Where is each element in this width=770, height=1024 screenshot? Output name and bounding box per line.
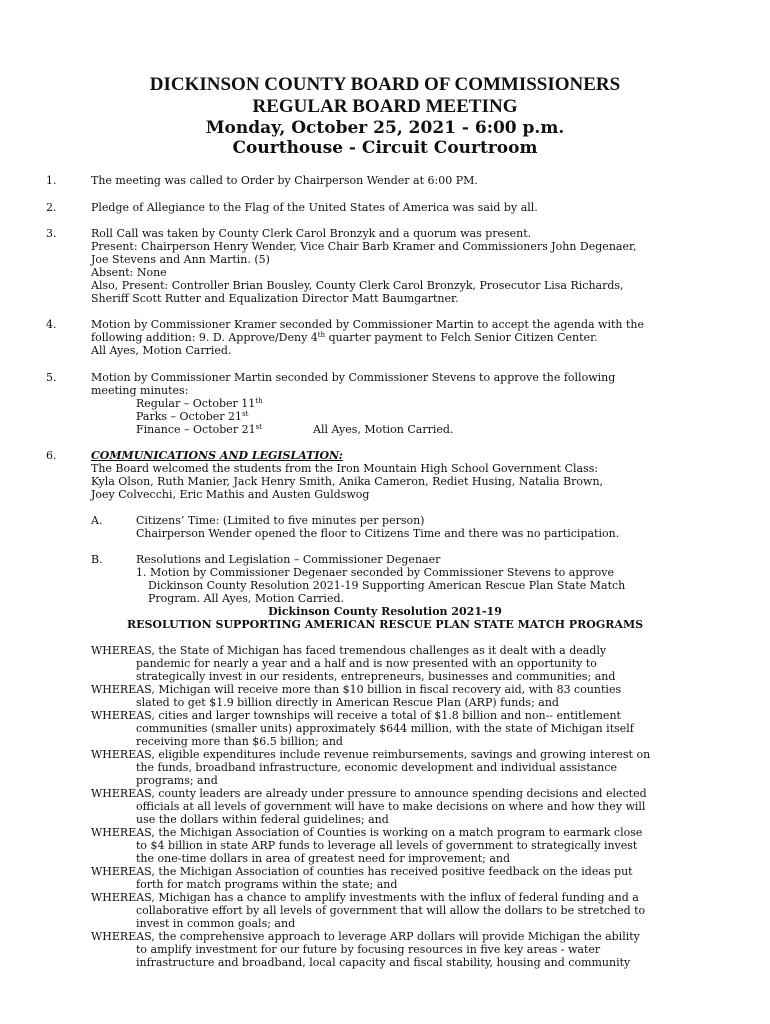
whereas-line: collaborative effort by all levels of government that will allow the dollars to be stretched to	[136, 904, 646, 917]
whereas-line: the one-time dollars in area of greatest need for improvement; and	[136, 852, 511, 865]
item-text: Joey Colvecchi, Eric Mathis and Austen Guldswog	[91, 488, 370, 501]
whereas-line: WHEREAS, cities and larger townships will receive a total of $1.8 billion and non-- entitlement	[91, 709, 621, 722]
subitem-letter: B.	[91, 553, 103, 566]
text-run: following addition: 9. D. Approve/Deny 4	[91, 331, 318, 344]
item-text: Kyla Olson, Ruth Manier, Jack Henry Smith, Anika Cameron, Rediet Husing, Natalia Brown,	[91, 475, 604, 488]
item-text: Pledge of Allegiance to the Flag of the United States of America was said by all.	[91, 201, 538, 214]
item-text: Absent: None	[91, 266, 167, 279]
whereas-line: programs; and	[136, 774, 218, 787]
subitem-text: 1. Motion by Commissioner Degenaer seconded by Commissioner Stevens to approve	[136, 566, 615, 579]
superscript: st	[255, 423, 262, 431]
whereas-line: pandemic for nearly a year and a half and is now presented with an opportunity to	[136, 657, 597, 670]
whereas-line: WHEREAS, the Michigan Association of counties has received positive feedback on the ideas put	[91, 865, 633, 878]
meeting-location: Courthouse - Circuit Courtroom	[232, 138, 538, 158]
item-text: Motion by Commissioner Kramer seconded by Commissioner Martin to accept the agenda with the	[91, 318, 645, 331]
text-run: Parks – October 21	[136, 410, 243, 423]
whereas-line: forth for match programs within the state; and	[136, 878, 398, 891]
subitem-letter: A.	[91, 514, 103, 527]
text-run: Finance – October 21	[136, 423, 256, 436]
item-text: The Board welcomed the students from the Iron Mountain High School Government Class:	[91, 462, 599, 475]
text-run: Regular – October 11	[136, 397, 256, 410]
subitem-text: Chairperson Wender opened the floor to Citizens Time and there was no participation.	[136, 527, 620, 540]
item-text: The meeting was called to Order by Chairperson Wender at 6:00 PM.	[91, 174, 478, 187]
subitem-text: Program. All Ayes, Motion Carried.	[148, 592, 344, 605]
whereas-line: WHEREAS, Michigan has a chance to amplify investments with the influx of federal funding and a	[91, 891, 639, 904]
superscript: th	[255, 397, 263, 405]
whereas-line: WHEREAS, eligible expenditures include revenue reimbursements, savings and growing interest on	[91, 748, 651, 761]
whereas-line: slated to get $1.9 billion directly in American Rescue Plan (ARP) funds; and	[136, 696, 559, 709]
item-text: Joe Stevens and Ann Martin. (5)	[91, 253, 270, 266]
item-text	[91, 331, 598, 344]
subitem-text: Citizens’ Time: (Limited to five minutes per person)	[136, 514, 425, 527]
minutes-entry	[136, 397, 263, 410]
subitem-text: Dickinson County Resolution 2021-19 Supporting American Rescue Plan State Match	[148, 579, 626, 592]
whereas-line: receiving more than $6.5 billion; and	[136, 735, 343, 748]
whereas-line: WHEREAS, the comprehensive approach to leverage ARP dollars will provide Michigan the ability	[91, 930, 640, 943]
minutes-entry	[136, 410, 248, 423]
item-number: 4.	[46, 318, 57, 331]
resolution-subtitle: RESOLUTION SUPPORTING AMERICAN RESCUE PLAN STATE MATCH PROGRAMS	[126, 618, 644, 631]
whereas-line: infrastructure and broadband, local capacity and fiscal stability, housing and community	[136, 956, 631, 969]
item-text: Also, Present: Controller Brian Bousley, County Clerk Carol Bronzyk, Prosecutor Lisa Richards,	[91, 279, 624, 292]
item-text: Present: Chairperson Henry Wender, Vice Chair Barb Kramer and Commissioners John Degenaer,	[91, 240, 637, 253]
subitem-text: Resolutions and Legislation – Commissioner Degenaer	[136, 553, 441, 566]
whereas-line: the funds, broadband infrastructure, economic development and individual assistance	[136, 761, 618, 774]
text-run: quarter payment to Felch Senior Citizen Center.	[325, 331, 598, 344]
item-text: Motion by Commissioner Martin seconded by Commissioner Stevens to approve the following	[91, 371, 616, 384]
minutes-entry	[136, 423, 262, 436]
section-heading: COMMUNICATIONS AND LEGISLATION:	[91, 449, 343, 462]
resolution-title: Dickinson County Resolution 2021-19	[268, 605, 502, 618]
item-number: 1.	[46, 174, 57, 187]
whereas-line: WHEREAS, the Michigan Association of Counties is working on a match program to earmark close	[91, 826, 643, 839]
whereas-line: WHEREAS, the State of Michigan has faced tremendous challenges as it dealt with a deadly	[91, 644, 607, 657]
item-text: meeting minutes:	[91, 384, 189, 397]
whereas-line: WHEREAS, Michigan will receive more than $10 billion in fiscal recovery aid, with 83 counties	[91, 683, 622, 696]
superscript: st	[242, 410, 249, 418]
item-number: 5.	[46, 371, 57, 384]
motion-result: All Ayes, Motion Carried.	[313, 423, 454, 436]
item-text: All Ayes, Motion Carried.	[91, 344, 232, 357]
whereas-line: strategically invest in our residents, entrepreneurs, businesses and communities; and	[136, 670, 616, 683]
item-number: 3.	[46, 227, 57, 240]
whereas-line: communities (smaller units) approximately $644 million, with the state of Michigan itself	[136, 722, 634, 735]
superscript: th	[317, 331, 326, 339]
item-text: Roll Call was taken by County Clerk Carol Bronzyk and a quorum was present.	[91, 227, 532, 240]
whereas-line: invest in common goals; and	[136, 917, 296, 930]
whereas-line: use the dollars within federal guidelines; and	[136, 813, 389, 826]
whereas-line: WHEREAS, county leaders are already under pressure to announce spending decisions and elected	[91, 787, 647, 800]
whereas-line: to $4 billion in state ARP funds to leverage all levels of government to strategically invest	[136, 839, 638, 852]
whereas-line: officials at all levels of government will have to make decisions on where and how they will	[136, 800, 646, 813]
item-number: 2.	[46, 201, 57, 214]
whereas-line: to amplify investment for our future by focusing resources in five key areas - water	[136, 943, 601, 956]
meeting-type: REGULAR BOARD MEETING	[252, 96, 518, 117]
item-number: 6.	[46, 449, 57, 462]
board-name: DICKINSON COUNTY BOARD OF COMMISSIONERS	[149, 74, 621, 95]
item-text: Sheriff Scott Rutter and Equalization Director Matt Baumgartner.	[91, 292, 459, 305]
meeting-date: Monday, October 25, 2021 - 6:00 p.m.	[205, 118, 565, 138]
